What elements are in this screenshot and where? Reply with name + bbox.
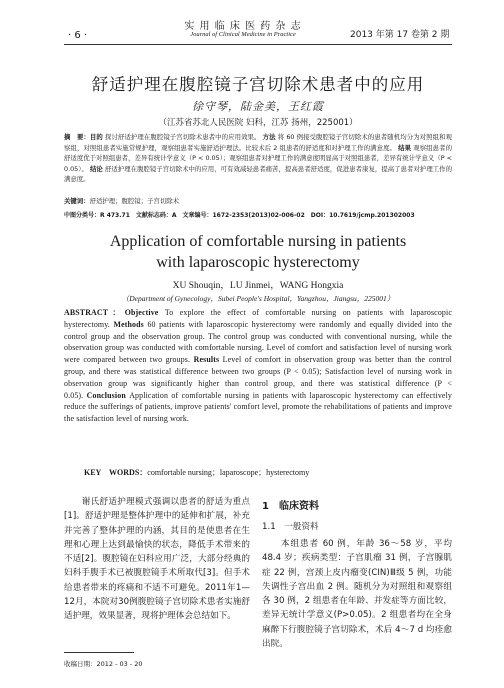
clinical-data-paragraph: 本组患者 60 例，年龄 36～58 岁，平均 48.4 岁；疾病类型：子宫肌瘤 31 例，子宫腺肌症 22 例，宫颈上皮内瘤变(CIN)Ⅲ级 5 例，功能失调性子宫出血 2 例。随机分为对照组和观察组各 30 例，2 组患者在年龄、并发症等方面比较，差异无统计学意义(P>0.05)。2 组患者均在全身麻醉下行腹腔镜子宫切除术，术后 4～7 d 均痊愈出院。 <box>262 539 455 650</box>
results-text-en: Level of comfort in observation group was better than the control group, and there was statistical difference between two groups (P < 0.05); Satisfaction level of nursing work in observation group was significantly higher than control group, and there was statistical difference (P < 0.05). <box>64 355 453 400</box>
objective-label-cn: 目的 <box>89 133 103 141</box>
abstract-en <box>64 307 452 425</box>
abstract-label-cn: 摘 要： <box>64 133 90 141</box>
results-label-en: Results <box>193 355 220 365</box>
article-title-en-line1: Application of comfortable nursing in patients <box>109 233 407 250</box>
keywords-label-en: KEY WORDS： <box>84 468 148 477</box>
authors-en: XU Shouqin，LU Jinmei，WANG Hongxia <box>172 281 344 291</box>
objective-text-cn: 探讨舒适护理在腹腔镜子宫切除术患者中的应用效果。 <box>105 133 261 141</box>
methods-text-cn: 将 60 例接受腹腔镜子宫切除术的患者随机均分为对照组和观察组，对照组患者实施常规护理，观察组患者实施舒适护理法。比较术后 2 组患者的舒适度和对护理工作的满意度。 <box>64 133 452 152</box>
results-label-cn: 结果 <box>398 143 412 152</box>
keywords-en <box>84 467 452 478</box>
page-number: · 6 · <box>68 30 88 41</box>
keywords-label-cn: 关键词： <box>64 197 90 205</box>
article-title-cn: 舒适护理在腹腔镜子宫切除术患者中的应用 <box>91 75 425 94</box>
abstract-label-en: ABSTRACT： <box>64 308 125 317</box>
methods-label-cn: 方法 <box>262 133 276 141</box>
conclusion-text-cn: 舒适护理在腹腔镜子宫切除术中的应用，可有效减轻患者痛苦，提高患者舒适度，促进患者康复，提高了患者对护理工作的满意度。 <box>64 164 452 183</box>
results-text-cn: 观察组患者的舒适度优于对照组患者，差异有统计学意义（P < 0.05）；观察组患者对护理工作的满意度明显高于对照组患者，差异有统计学意义（P < 0.05）。 <box>64 143 452 173</box>
conclusion-text-en: Application of comfortable nursing in patients with laparoscopic hysterectomy can effectively reduce the sufferings of patients, improve patients' comfort level, promote the rehabilitations of patients and improve the satisfaction level of nursing work. <box>64 390 453 424</box>
subsection-heading: 1.1 一般资料 <box>262 522 319 532</box>
classification-line: 中图分类号：R 473.71 文献标志码：A 文章编号：1672-2353(2013)02-006-02 DOI：10.7619/jcmp.201302003 <box>64 212 415 219</box>
section-heading: 1 临床资料 <box>262 501 319 512</box>
received-date: 收稿日期：2012 - 03 - 20 <box>64 660 143 668</box>
footnote-rule <box>64 652 134 653</box>
objective-label-en: Objective <box>124 308 159 317</box>
keywords-cn <box>64 196 452 205</box>
article-title-en-line2: with laparoscopic hysterectomy <box>156 254 360 271</box>
objective-text-en: To explore the effect of comfortable nursing on patients with laparoscopic hysterectomy. <box>64 308 452 329</box>
conclusion-label-en: Conclusion <box>86 390 126 400</box>
issue-label: 2013 年第 17 卷第 2 期 <box>350 30 450 40</box>
conclusion-label-cn: 结论 <box>90 164 103 173</box>
affiliation-en: （Department of Gynecology，Subei People's Hospital，Yangzhou，Jiangsu，225001） <box>121 294 395 303</box>
methods-label-en: Methods <box>113 319 144 329</box>
keywords-text-en: comfortable nursing；laparoscope；hysterectomy <box>147 468 310 477</box>
affiliation-cn: （江苏省苏北人民医院 妇科，江苏 扬州，225001） <box>158 118 358 128</box>
header-rule <box>64 44 452 45</box>
methods-text-en: 60 patients with laparoscopic hysterectomy were randomly and equally divided into the control group and the observation group. The control group was conducted with conventional nursing, while the observation group was conducted with comfortable nursing. Level of comfort and satisfaction level of nursing work were compared between two groups. <box>64 319 453 365</box>
journal-title-cn: 实 用 临 床 医 药 杂 志 <box>184 21 302 32</box>
journal-title-en: Journal of Clinical Medicine in Practice <box>190 31 296 38</box>
keywords-text-cn: 舒适护理；腹腔镜；子宫切除术 <box>89 197 180 205</box>
authors-cn: 徐守琴，陆金美，王红霞 <box>192 100 324 113</box>
abstract-cn <box>64 132 452 185</box>
intro-paragraph: 谢氏舒适护理模式强调以患者的舒适为重点[1]。舒适护理是整体护理中的延伸和扩展，补充并完善了整体护理的内涵，其目的是使患者在生理和心理上达到最愉快的状态，降低手术带来的不适[2]。腹腔镜在妇科应用广泛，大部分经典的妇科手腹手术已被腹腔镜手术所取代[3]。但手术给患者带来的疼痛和不适不可避免。2011年1—12月，本院对30例腹腔镜子宫切除术患者实施舒适护理，效果显著，现将护理体会总结如下。 <box>64 497 250 622</box>
